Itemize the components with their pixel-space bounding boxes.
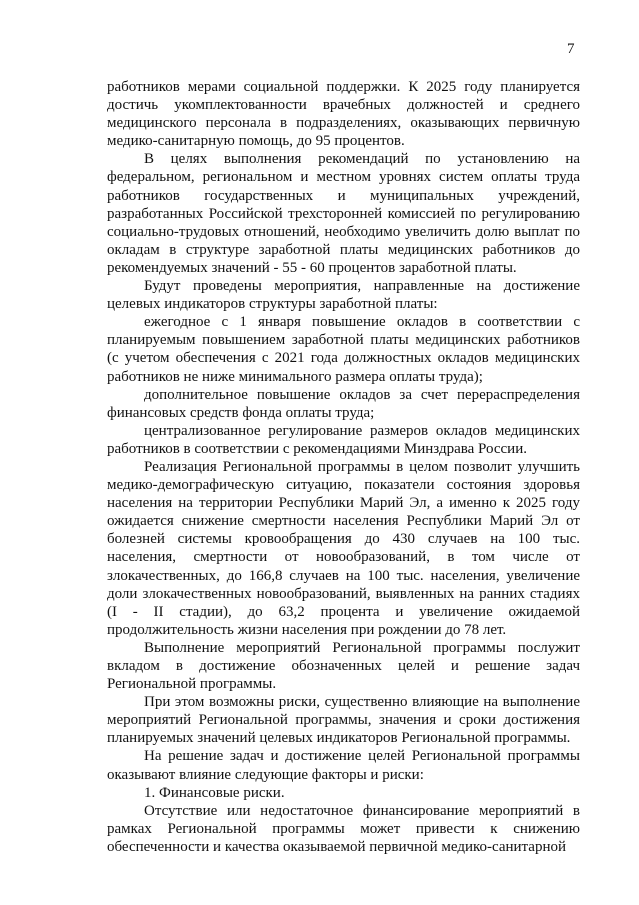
paragraph: В целях выполнения рекомендаций по установлению на федеральном, региональном и местном уровнях систем оплаты труда работников государственных и муниципальных учреждений, разработанных Российской трехсторонней комиссией по регулированию социально-трудовых отношений, необходимо увеличить долю выплат по окладам в структуре заработной платы медицинских работников до рекомендуемых значений - 55 - 60 процентов заработной платы. [107,151,580,276]
paragraph: работников мерами социальной поддержки. К 2025 году планируется достичь укомплектованности врачебных должностей и среднего медицинского персонала в подразделениях, оказывающих первичную медико-санитарную помощь, до 95 процентов. [107,79,580,150]
paragraph: Выполнение мероприятий Региональной программы послужит вкладом в достижение обозначенных целей и решение задач Региональной программы. [107,639,580,693]
page-number: 7 [567,41,575,57]
section-heading: 1. Финансовые риски. [144,784,285,801]
paragraph: При этом возможны риски, существенно влияющие на выполнение мероприятий Региональной программы, значения и сроки достижения планируемых значений целевых индикаторов Региональной программы. [107,694,580,747]
paragraph: На решение задач и достижение целей Региональной программы оказывают влияние следующие факторы и риски: [107,748,580,783]
list-item: централизованное регулирование размеров окладов медицинских работников в соответствии с рекомендациями Минздрава России. [107,422,580,457]
paragraph: Будут проведены мероприятия, направленные на достижение целевых индикаторов структуры заработной платы: [107,278,580,313]
body-text [107,78,580,856]
paragraph: Реализация Региональной программы в целом позволит улучшить медико-демографическую ситуацию, показатели состояния здоровья населения на территории Республики Марий Эл, а именно к 2025 году ожидается снижение смертности населения Республики Марий Эл от болезней системы кровообращения до 430 случаев на 100 тыс. населения, смертности от новообразований, в том числе от злокачественных, до 166,8 случаев на 100 тыс. населения, увеличение доли злокачественных новообразований, выявленных на ранних стадиях (I - II стадии), до 63,2 процента и увеличение ожидаемой продолжительность жизни населения при рождении до 78 лет. [107,458,580,638]
paragraph: Отсутствие или недостаточное финансирование мероприятий в рамках Региональной программы может привести к снижению обеспеченности и качества оказываемой первичной медико-санитарной [107,802,580,855]
list-item: дополнительное повышение окладов за счет перераспределения финансовых средств фонда оплаты труда; [107,386,580,421]
list-item: ежегодное с 1 января повышение окладов в соответствии с планируемым повышением заработной платы медицинских работников (с учетом обеспечения с 2021 года должностных окладов медицинских работников не ниже минимального размера оплаты труда); [107,314,580,385]
